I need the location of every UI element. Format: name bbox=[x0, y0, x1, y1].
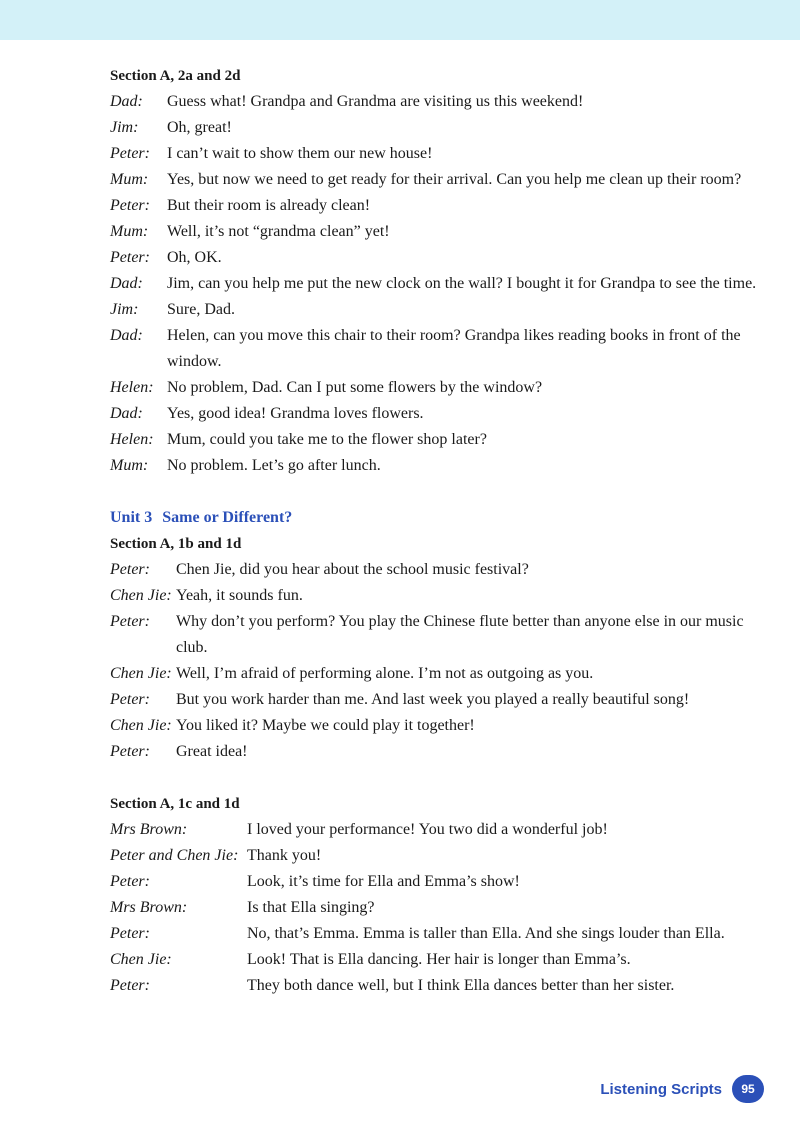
dialogue-line bbox=[110, 167, 760, 193]
speaker-label: Peter: bbox=[110, 145, 150, 162]
speaker-label: Peter: bbox=[110, 977, 150, 994]
speaker-label: Peter: bbox=[110, 925, 150, 942]
dialogue-text: No problem, Dad. Can I put some flowers by the window? bbox=[167, 379, 543, 396]
dialogue-text: Look, it’s time for Ella and Emma’s show! bbox=[247, 873, 520, 890]
speaker-label: Helen: bbox=[110, 379, 154, 396]
dialogue-text: Helen, can you move this chair to their room? Grandpa likes reading books in front of the window. bbox=[167, 327, 741, 370]
speaker-label: Peter: bbox=[110, 249, 150, 266]
speaker-label: Chen Jie: bbox=[110, 665, 172, 682]
dialogue-text: Great idea! bbox=[176, 743, 248, 760]
dialogue-text: Guess what! Grandpa and Grandma are visiting us this weekend! bbox=[167, 93, 584, 110]
speaker-label: Dad: bbox=[110, 327, 143, 344]
speaker-label: Chen Jie: bbox=[110, 717, 172, 734]
speaker-label: Peter: bbox=[110, 743, 150, 760]
dialogue-text: Thank you! bbox=[247, 847, 322, 864]
dialogue-section-1 bbox=[110, 89, 760, 479]
speaker-label: Chen Jie: bbox=[110, 951, 172, 968]
speaker-label: Mum: bbox=[110, 457, 149, 474]
dialogue-text: Why don’t you perform? You play the Chinese flute better than anyone else in our music club. bbox=[176, 613, 744, 656]
dialogue-line bbox=[110, 271, 760, 297]
speaker-label: Peter: bbox=[110, 197, 150, 214]
dialogue-text: Sure, Dad. bbox=[167, 301, 235, 318]
dialogue-text: They both dance well, but I think Ella dances better than her sister. bbox=[247, 977, 675, 994]
speaker-label: Dad: bbox=[110, 405, 143, 422]
dialogue-line bbox=[110, 401, 760, 427]
section-heading: Section A, 1b and 1d bbox=[110, 536, 242, 552]
dialogue-text: No problem. Let’s go after lunch. bbox=[167, 457, 381, 474]
dialogue-line bbox=[110, 973, 760, 999]
top-header-band bbox=[0, 0, 800, 40]
speaker-label: Dad: bbox=[110, 93, 143, 110]
speaker-label: Mum: bbox=[110, 171, 149, 188]
section-heading: Section A, 1c and 1d bbox=[110, 796, 240, 812]
unit-number: Unit 3 bbox=[110, 509, 153, 526]
dialogue-section-3 bbox=[110, 817, 760, 999]
dialogue-line bbox=[110, 843, 760, 869]
dialogue-line bbox=[110, 375, 760, 401]
speaker-label: Peter: bbox=[110, 613, 150, 630]
listening-scripts-content bbox=[110, 63, 760, 999]
speaker-label: Mrs Brown: bbox=[110, 821, 188, 838]
dialogue-text: Yes, good idea! Grandma loves flowers. bbox=[167, 405, 424, 422]
dialogue-text: But their room is already clean! bbox=[167, 197, 371, 214]
dialogue-line bbox=[110, 609, 760, 661]
dialogue-line bbox=[110, 687, 760, 713]
speaker-label: Mrs Brown: bbox=[110, 899, 188, 916]
dialogue-section-2 bbox=[110, 557, 760, 765]
dialogue-text: Jim, can you help me put the new clock on the wall? I bought it for Grandpa to see the time. bbox=[167, 275, 757, 292]
dialogue-line bbox=[110, 141, 760, 167]
dialogue-text: No, that’s Emma. Emma is taller than Ella. And she sings louder than Ella. bbox=[247, 925, 725, 942]
dialogue-text: But you work harder than me. And last week you played a really beautiful song! bbox=[176, 691, 690, 708]
dialogue-line bbox=[110, 661, 760, 687]
dialogue-line bbox=[110, 453, 760, 479]
dialogue-line bbox=[110, 193, 760, 219]
dialogue-text: I loved your performance! You two did a wonderful job! bbox=[247, 821, 608, 838]
speaker-label: Jim: bbox=[110, 301, 139, 318]
dialogue-text: Yeah, it sounds fun. bbox=[176, 587, 303, 604]
dialogue-line bbox=[110, 921, 760, 947]
speaker-label: Peter: bbox=[110, 873, 150, 890]
dialogue-line bbox=[110, 297, 760, 323]
dialogue-line bbox=[110, 427, 760, 453]
dialogue-text: Is that Ella singing? bbox=[247, 899, 375, 916]
speaker-label: Peter: bbox=[110, 561, 150, 578]
dialogue-line bbox=[110, 895, 760, 921]
speaker-label: Peter: bbox=[110, 691, 150, 708]
page-number-badge: 95 bbox=[732, 1075, 764, 1103]
dialogue-line bbox=[110, 713, 760, 739]
dialogue-line bbox=[110, 583, 760, 609]
dialogue-line bbox=[110, 817, 760, 843]
dialogue-line bbox=[110, 557, 760, 583]
page-footer bbox=[600, 1075, 764, 1103]
dialogue-text: Look! That is Ella dancing. Her hair is longer than Emma’s. bbox=[247, 951, 631, 968]
dialogue-text: You liked it? Maybe we could play it together! bbox=[176, 717, 475, 734]
speaker-label: Mum: bbox=[110, 223, 149, 240]
section-heading: Section A, 2a and 2d bbox=[110, 68, 241, 84]
speaker-label: Chen Jie: bbox=[110, 587, 172, 604]
dialogue-text: Oh, OK. bbox=[167, 249, 222, 266]
dialogue-line bbox=[110, 947, 760, 973]
dialogue-text: Chen Jie, did you hear about the school music festival? bbox=[176, 561, 529, 578]
dialogue-text: Well, it’s not “grandma clean” yet! bbox=[167, 223, 390, 240]
dialogue-text: I can’t wait to show them our new house! bbox=[167, 145, 433, 162]
unit-heading bbox=[110, 505, 760, 531]
footer-label: Listening Scripts bbox=[600, 1080, 722, 1098]
dialogue-text: Well, I’m afraid of performing alone. I’m not as outgoing as you. bbox=[176, 665, 594, 682]
speaker-label: Peter and Chen Jie: bbox=[110, 847, 239, 864]
dialogue-text: Yes, but now we need to get ready for their arrival. Can you help me clean up their room? bbox=[167, 171, 742, 188]
dialogue-line bbox=[110, 323, 760, 375]
dialogue-line bbox=[110, 245, 760, 271]
speaker-label: Jim: bbox=[110, 119, 139, 136]
dialogue-line bbox=[110, 219, 760, 245]
dialogue-text: Mum, could you take me to the flower shop later? bbox=[167, 431, 487, 448]
dialogue-line bbox=[110, 89, 760, 115]
unit-title: Same or Different? bbox=[162, 509, 293, 526]
dialogue-line bbox=[110, 739, 760, 765]
dialogue-line bbox=[110, 115, 760, 141]
speaker-label: Dad: bbox=[110, 275, 143, 292]
speaker-label: Helen: bbox=[110, 431, 154, 448]
dialogue-line bbox=[110, 869, 760, 895]
dialogue-text: Oh, great! bbox=[167, 119, 232, 136]
